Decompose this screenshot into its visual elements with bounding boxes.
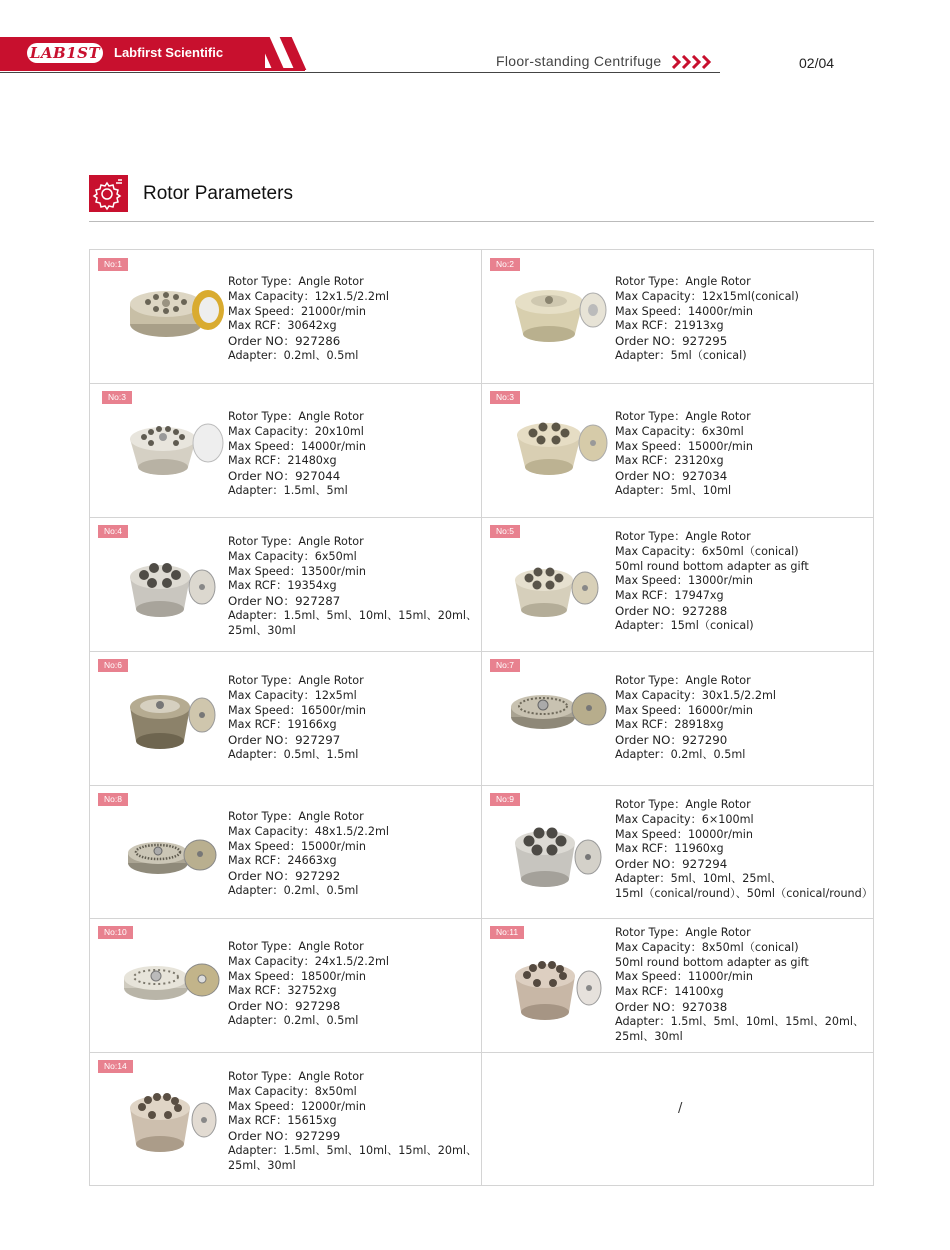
spec-line: Adapter：0.5ml、1.5ml: [228, 747, 359, 761]
spec-line: Rotor Type：Angle Rotor: [228, 410, 364, 423]
spec-line: Max RCF：21913xg: [615, 319, 724, 333]
spec-line: Max Capacity：8x50ml: [228, 1084, 357, 1098]
spec-line: Max RCF：30642xg: [228, 319, 337, 333]
spec-line: Adapter：0.2ml、0.5ml: [228, 883, 359, 897]
rotor-card: [481, 250, 873, 383]
spec-line: Max RCF：19166xg: [228, 718, 337, 732]
spec-line: Max Capacity：30x1.5/2.2ml: [615, 688, 776, 702]
rotor-number-badge: No:4: [98, 525, 128, 538]
spec-line: Rotor Type：Angle Rotor: [228, 275, 364, 288]
spec-line: Max Speed：16000r/min: [615, 703, 753, 717]
rotor-image: [128, 1088, 220, 1156]
spec-line: Max RCF：24663xg: [228, 854, 337, 868]
spec-line: Order NO：927290: [615, 733, 728, 748]
rotor-image: [509, 687, 609, 737]
rotor-number-badge: No:1: [98, 258, 128, 271]
spec-line: Rotor Type：Angle Rotor: [615, 275, 751, 288]
spec-line: Max Speed：13000r/min: [615, 574, 753, 588]
spec-line: Rotor Type：Angle Rotor: [615, 530, 751, 543]
spec-line: Max Speed：16500r/min: [228, 703, 366, 717]
rotor-number-badge: No:3: [102, 391, 132, 404]
rotor-image: [126, 417, 226, 479]
empty-rotor-card: [481, 1052, 873, 1185]
spec-line: Rotor Type：Angle Rotor: [228, 940, 364, 953]
spec-line: Max Capacity：24x1.5/2.2ml: [228, 954, 389, 968]
spec-line: Max RCF：14100xg: [615, 985, 724, 999]
spec-line: Order NO：927288: [615, 603, 728, 618]
spec-line: Max Capacity：6x50ml（conical): [615, 544, 799, 558]
rotor-image: [128, 687, 218, 751]
header-red-rule: [0, 68, 305, 71]
page-number: 02/04: [799, 55, 835, 71]
rotor-card: [90, 517, 481, 651]
spec-line: Adapter：5ml、10ml、25ml、: [615, 871, 782, 885]
spec-line: Order NO：927287: [228, 594, 341, 609]
spec-line: Rotor Type：Angle Rotor: [228, 810, 364, 823]
rotor-specs: [228, 674, 366, 763]
rotor-parameter-grid: [89, 249, 874, 1186]
rotor-specs: [615, 926, 864, 1044]
rotor-number-badge: No:8: [98, 793, 128, 806]
rotor-number-badge: No:2: [490, 258, 520, 271]
spec-line: Max Capacity：6x30ml: [615, 424, 744, 438]
rotor-card: [90, 250, 481, 383]
rotor-image: [513, 823, 605, 889]
rotor-image: [128, 282, 228, 340]
spec-line: Max RCF：19354xg: [228, 579, 337, 593]
rotor-card: [481, 785, 873, 918]
spec-line: Max RCF：23120xg: [615, 454, 724, 468]
spec-line: Max Speed：14000r/min: [615, 304, 753, 318]
rotor-specs: [228, 940, 389, 1029]
spec-line: Adapter：0.2ml、0.5ml: [228, 1013, 359, 1027]
spec-line: Max Capacity：12x1.5/2.2ml: [228, 289, 389, 303]
spec-line: Max RCF：28918xg: [615, 718, 724, 732]
spec-line: Max RCF：11960xg: [615, 842, 724, 856]
spec-line: 25ml、30ml: [615, 1029, 683, 1043]
chevrons-right-icon: [672, 55, 716, 69]
rotor-specs: [615, 798, 873, 902]
spec-line: Max Capacity：48x1.5/2.2ml: [228, 824, 389, 838]
spec-line: Adapter：0.2ml、0.5ml: [615, 747, 746, 761]
spec-line: Order NO：927295: [615, 334, 728, 349]
empty-cell-mark: /: [678, 1101, 683, 1116]
spec-line: Order NO：927297: [228, 733, 341, 748]
rotor-specs: [615, 410, 753, 499]
rotor-number-badge: No:10: [98, 926, 133, 939]
rotor-image: [513, 562, 603, 622]
section-title: Rotor Parameters: [143, 183, 293, 204]
rotor-image: [513, 413, 613, 479]
spec-line: Max Speed：12000r/min: [228, 1099, 366, 1113]
rotor-card: [90, 785, 481, 918]
spec-line: 15ml（conical/round）、50ml（conical/round）: [615, 886, 873, 900]
spec-line: Rotor Type：Angle Rotor: [228, 535, 364, 548]
spec-line: Max Speed：10000r/min: [615, 827, 753, 841]
rotor-specs: [615, 275, 799, 364]
rotor-image: [509, 280, 609, 346]
spec-line: Max Capacity：20x10ml: [228, 424, 364, 438]
header-stripe: [280, 37, 307, 70]
spec-line: Adapter：1.5ml、5ml、10ml、15ml、20ml、: [228, 608, 478, 622]
company-logo: LAB1ST: [27, 43, 103, 63]
spec-line: Order NO：927292: [228, 869, 341, 884]
spec-line: 25ml、30ml: [228, 623, 296, 637]
rotor-specs: [615, 530, 809, 634]
spec-line: Order NO：927038: [615, 999, 728, 1014]
spec-line: Order NO：927294: [615, 857, 728, 872]
rotor-card: [90, 383, 481, 517]
brand-name: Labfirst Scientific: [114, 45, 224, 60]
spec-line: Max Speed：21000r/min: [228, 304, 366, 318]
spec-line: Order NO：927298: [228, 999, 341, 1014]
rotor-image: [122, 958, 220, 1008]
document-title: Floor-standing Centrifuge: [496, 53, 662, 69]
spec-line: Rotor Type：Angle Rotor: [615, 926, 751, 939]
rotor-image: [513, 956, 605, 1022]
rotor-image: [128, 557, 218, 619]
spec-line: Order NO：927034: [615, 469, 728, 484]
spec-line: Order NO：927286: [228, 334, 341, 349]
spec-line: Adapter：1.5ml、5ml、10ml、15ml、20ml、: [228, 1143, 478, 1157]
rotor-number-badge: No:3: [490, 391, 520, 404]
spec-line: Rotor Type：Angle Rotor: [615, 410, 751, 423]
rotor-card: [481, 517, 873, 651]
rotor-specs: [228, 275, 389, 364]
rotor-image: [126, 835, 218, 881]
spec-line: 25ml、30ml: [228, 1158, 296, 1172]
spec-line: Max Speed：15000r/min: [228, 839, 366, 853]
spec-line: Adapter：15ml（conical): [615, 618, 754, 632]
spec-line: Order NO：927299: [228, 1129, 341, 1144]
spec-line: Adapter：0.2ml、0.5ml: [228, 348, 359, 362]
rotor-number-badge: No:14: [98, 1060, 133, 1073]
spec-line: 50ml round bottom adapter as gift: [615, 955, 809, 969]
rotor-specs: [228, 535, 477, 639]
spec-line: Adapter：5ml、10ml: [615, 483, 732, 497]
rotor-number-badge: No:5: [490, 525, 520, 538]
spec-line: Max Capacity：12x15ml(conical): [615, 289, 799, 303]
rotor-number-badge: No:11: [490, 926, 524, 939]
rotor-card: [90, 1052, 481, 1185]
rotor-card: [481, 651, 873, 785]
spec-line: Adapter：1.5ml、5ml、10ml、15ml、20ml、: [615, 1014, 865, 1028]
spec-line: Max Capacity：12x5ml: [228, 688, 357, 702]
rotor-card: [481, 383, 873, 517]
spec-line: Max Speed：13500r/min: [228, 564, 366, 578]
spec-line: Rotor Type：Angle Rotor: [228, 1070, 364, 1083]
rotor-card: [90, 918, 481, 1052]
spec-line: Max Speed：15000r/min: [615, 439, 753, 453]
spec-line: Max Capacity：6×100ml: [615, 812, 754, 826]
rotor-number-badge: No:7: [490, 659, 520, 672]
spec-line: Max Capacity：8x50ml（conical): [615, 940, 799, 954]
rotor-number-badge: No:9: [490, 793, 520, 806]
spec-line: Max RCF：15615xg: [228, 1114, 337, 1128]
spec-line: Max RCF：32752xg: [228, 984, 337, 998]
spec-line: Max Speed：14000r/min: [228, 439, 366, 453]
rotor-specs: [615, 674, 776, 763]
rotor-card: [481, 918, 873, 1052]
rotor-number-badge: No:6: [98, 659, 128, 672]
spec-line: Max RCF：17947xg: [615, 589, 724, 603]
spec-line: Max Capacity：6x50ml: [228, 549, 357, 563]
rotor-specs: [228, 810, 389, 899]
spec-line: Rotor Type：Angle Rotor: [615, 674, 751, 687]
spec-line: Adapter：5ml（conical): [615, 348, 747, 362]
rotor-specs: [228, 1070, 477, 1174]
spec-line: Max Speed：18500r/min: [228, 969, 366, 983]
rotor-card: [90, 651, 481, 785]
spec-line: Rotor Type：Angle Rotor: [228, 674, 364, 687]
rotor-specs: [228, 410, 366, 499]
header-rule: [0, 72, 720, 73]
gear-settings-icon: [89, 175, 128, 212]
spec-line: Max RCF：21480xg: [228, 454, 337, 468]
spec-line: Max Speed：11000r/min: [615, 970, 753, 984]
spec-line: Order NO：927044: [228, 469, 341, 484]
spec-line: Adapter：1.5ml、5ml: [228, 483, 348, 497]
spec-line: 50ml round bottom adapter as gift: [615, 559, 809, 573]
section-divider: [89, 221, 874, 222]
spec-line: Rotor Type：Angle Rotor: [615, 798, 751, 811]
